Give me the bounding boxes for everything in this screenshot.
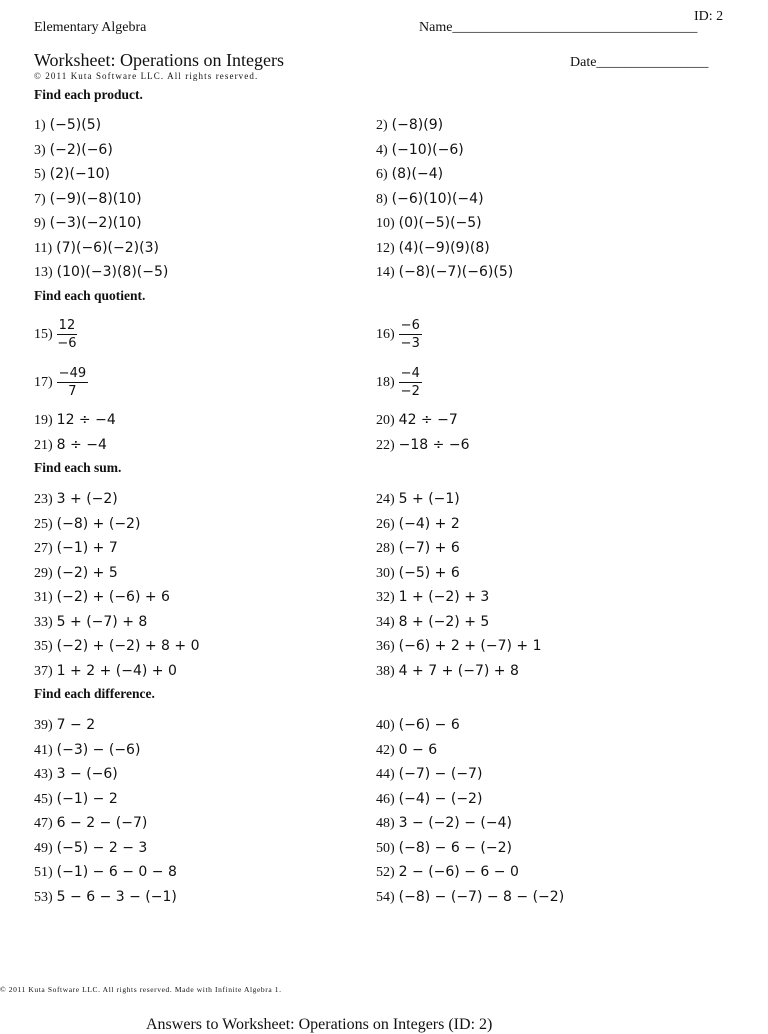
problem-expression: (−3) − (−6): [56, 741, 141, 758]
fraction-denominator: −6: [57, 336, 77, 351]
problem-item: [376, 539, 460, 558]
problem-number: 12): [376, 240, 395, 256]
header-copyright: © 2011 Kuta Software LLC. All rights reserved.: [34, 71, 259, 81]
problem-number: 34): [376, 614, 395, 630]
problem-expression: (−1) − 6 − 0 − 8: [56, 864, 177, 880]
problem-item: [34, 790, 118, 809]
problem-number: 44): [376, 767, 395, 782]
problem-item: [34, 814, 147, 833]
problem-number: 5): [34, 167, 46, 182]
fraction-problem: [376, 318, 422, 351]
problem-item: [34, 214, 142, 233]
problem-item: [376, 141, 464, 160]
problem-expression: 3 − (−2) − (−4): [398, 815, 512, 831]
problem-expression: (−4) + 2: [398, 515, 460, 532]
problem-item: [376, 716, 460, 735]
problem-number: 37): [34, 663, 53, 679]
problem-number: 53): [34, 889, 53, 905]
problem-number: 11): [34, 240, 53, 256]
problem-number: 17): [34, 374, 53, 390]
problem-expression: (−8)(9): [391, 117, 444, 133]
problem-item: [34, 741, 140, 760]
problem-expression: (−7) + 6: [398, 540, 460, 556]
problem-expression: 2 − (−6) − 6 − 0: [398, 864, 519, 880]
problem-item: [34, 190, 142, 209]
problem-item: [376, 741, 437, 760]
problem-number: 4): [376, 142, 388, 158]
problem-expression: (−2)(−6): [49, 141, 113, 158]
problem-number: 24): [376, 492, 395, 507]
problem-number: 6): [376, 167, 388, 182]
problem-number: 14): [376, 265, 395, 280]
problem-expression: (−5)(5): [49, 117, 102, 133]
problem-item: [34, 539, 118, 558]
course-label: Elementary Algebra: [34, 20, 147, 35]
problem-number: 21): [34, 437, 53, 453]
problem-item: [34, 863, 177, 882]
problem-item: [376, 263, 513, 282]
worksheet-id: ID: 2: [694, 9, 724, 24]
problem-number: 16): [376, 326, 395, 342]
problem-expression: (−2) + (−6) + 6: [56, 589, 170, 605]
problem-number: 39): [34, 718, 53, 733]
problem-number: 43): [34, 767, 53, 782]
problem-item: [376, 662, 519, 681]
problem-number: 29): [34, 565, 53, 581]
problem-item: [34, 637, 200, 656]
problem-expression: (−6)(10)(−4): [391, 190, 484, 207]
problem-number: 19): [34, 413, 53, 428]
problem-number: 52): [376, 865, 395, 880]
problem-expression: 42 ÷ −7: [398, 412, 458, 428]
problem-item: [376, 116, 443, 135]
problem-expression: 1 + 2 + (−4) + 0: [56, 662, 177, 679]
problem-expression: 8 ÷ −4: [56, 436, 107, 453]
problem-expression: 3 + (−2): [56, 491, 118, 507]
problem-expression: (−1) + 7: [56, 540, 118, 556]
section-heading-quotient: Find each quotient.: [34, 288, 146, 303]
section-heading-difference: Find each difference.: [34, 686, 155, 701]
problem-expression: 6 − 2 − (−7): [56, 815, 148, 831]
fraction-problem: [34, 366, 88, 399]
problem-item: [34, 411, 116, 430]
problem-expression: (10)(−3)(8)(−5): [56, 264, 169, 280]
problem-number: 25): [34, 516, 53, 532]
problem-number: 33): [34, 614, 53, 630]
problem-expression: 5 − 6 − 3 − (−1): [56, 888, 177, 905]
problem-expression: 3 − (−6): [56, 766, 118, 782]
next-page-title: Answers to Worksheet: Operations on Integers (ID: 2): [146, 1016, 493, 1033]
problem-number: 18): [376, 374, 395, 390]
problem-expression: (−8)(−7)(−6)(5): [398, 264, 514, 280]
section-heading-sum: Find each sum.: [34, 460, 122, 475]
problem-expression: 7 − 2: [56, 717, 96, 733]
problem-expression: 5 + (−1): [398, 491, 460, 507]
problem-item: [34, 141, 113, 160]
problem-expression: (−3)(−2)(10): [49, 215, 142, 231]
problem-number: 8): [376, 191, 388, 207]
problem-number: 27): [34, 541, 53, 556]
problem-item: [34, 662, 177, 681]
fraction-problem: [376, 366, 422, 399]
fraction-numerator: 12: [58, 318, 76, 333]
problem-number: 28): [376, 541, 395, 556]
problem-expression: (−7) − (−7): [398, 766, 483, 782]
problem-number: 26): [376, 516, 395, 532]
problem-item: [34, 888, 177, 907]
problem-expression: 4 + 7 + (−7) + 8: [398, 662, 519, 679]
problem-item: [376, 863, 519, 882]
problem-expression: 1 + (−2) + 3: [398, 589, 490, 605]
problem-number: 13): [34, 265, 53, 280]
problem-expression: (−4) − (−2): [398, 790, 483, 807]
problem-number: 30): [376, 565, 395, 581]
problem-item: [34, 116, 101, 135]
problem-item: [376, 888, 564, 907]
problem-expression: (−5) + 6: [398, 564, 460, 581]
problem-number: 31): [34, 590, 53, 605]
section-heading-product: Find each product.: [34, 87, 143, 102]
problem-number: 3): [34, 142, 46, 158]
problem-expression: (−8) − 6 − (−2): [398, 839, 512, 856]
problem-number: 50): [376, 840, 395, 856]
problem-number: 36): [376, 639, 395, 654]
problem-number: 49): [34, 840, 53, 856]
problem-number: 40): [376, 718, 395, 733]
problem-number: 9): [34, 216, 46, 231]
problem-expression: (−2) + (−2) + 8 + 0: [56, 638, 200, 654]
worksheet-title: Worksheet: Operations on Integers: [34, 50, 284, 70]
problem-item: [376, 588, 489, 607]
problem-number: 20): [376, 413, 395, 428]
fraction-problem: [34, 318, 77, 351]
problem-number: 45): [34, 791, 53, 807]
problem-item: [34, 490, 118, 509]
problem-expression: (−8) − (−7) − 8 − (−2): [398, 888, 565, 905]
problem-number: 23): [34, 492, 53, 507]
problem-item: [376, 637, 542, 656]
problem-expression: (−6) + 2 + (−7) + 1: [398, 638, 542, 654]
problem-item: [376, 214, 482, 233]
name-field[interactable]: Name___________________________________: [419, 20, 698, 35]
problem-item: [376, 190, 484, 209]
fraction: [399, 366, 422, 399]
problem-expression: (4)(−9)(9)(8): [398, 239, 490, 256]
problem-number: 54): [376, 889, 395, 905]
problem-item: [34, 515, 140, 534]
problem-expression: (−10)(−6): [391, 141, 464, 158]
problem-number: 2): [376, 118, 388, 133]
problem-expression: −18 ÷ −6: [398, 436, 470, 453]
problem-expression: (−9)(−8)(10): [49, 190, 142, 207]
fraction: [399, 318, 422, 351]
problem-expression: (8)(−4): [391, 166, 444, 182]
problem-number: 7): [34, 191, 46, 207]
problem-item: [34, 716, 95, 735]
problem-expression: (−6) − 6: [398, 717, 460, 733]
problem-item: [376, 490, 460, 509]
fraction-numerator: −6: [400, 318, 420, 333]
problem-expression: (−5) − 2 − 3: [56, 839, 148, 856]
problem-item: [34, 165, 110, 184]
fraction-numerator: −4: [400, 366, 420, 381]
problem-expression: (−1) − 2: [56, 790, 118, 807]
problem-expression: (0)(−5)(−5): [398, 215, 482, 231]
problem-number: 32): [376, 590, 395, 605]
footer-copyright: © 2011 Kuta Software LLC. All rights reserved. Made with Infinite Algebra 1.: [0, 985, 282, 994]
problem-item: [34, 263, 168, 282]
problem-expression: (−8) + (−2): [56, 515, 141, 532]
date-field[interactable]: Date________________: [570, 55, 709, 70]
fraction-denominator: 7: [68, 384, 77, 399]
problem-number: 35): [34, 639, 53, 654]
problem-number: 22): [376, 437, 395, 453]
problem-item: [376, 814, 512, 833]
problem-item: [376, 790, 482, 809]
problem-expression: 5 + (−7) + 8: [56, 613, 148, 630]
problem-number: 10): [376, 216, 395, 231]
problem-expression: (2)(−10): [49, 166, 110, 182]
fraction-denominator: −3: [400, 336, 420, 351]
problem-item: [376, 613, 489, 632]
problem-item: [34, 564, 118, 583]
fraction-denominator: −2: [400, 384, 420, 399]
fraction: [57, 318, 78, 351]
problem-expression: (−2) + 5: [56, 564, 118, 581]
problem-number: 48): [376, 816, 395, 831]
problem-item: [34, 239, 159, 258]
problem-item: [376, 564, 460, 583]
problem-item: [376, 165, 443, 184]
problem-item: [376, 411, 458, 430]
problem-item: [34, 839, 147, 858]
problem-expression: 12 ÷ −4: [56, 412, 116, 428]
problem-expression: (7)(−6)(−2)(3): [56, 239, 159, 256]
problem-number: 1): [34, 118, 46, 133]
fraction-numerator: −49: [58, 366, 87, 381]
problem-number: 15): [34, 326, 53, 342]
problem-number: 42): [376, 742, 395, 758]
problem-item: [34, 765, 118, 784]
problem-expression: 8 + (−2) + 5: [398, 613, 490, 630]
problem-item: [376, 515, 460, 534]
problem-item: [376, 839, 512, 858]
problem-item: [34, 436, 107, 455]
problem-expression: 0 − 6: [398, 741, 438, 758]
problem-item: [376, 436, 470, 455]
problem-item: [376, 765, 482, 784]
problem-number: 41): [34, 742, 53, 758]
fraction: [57, 366, 88, 399]
problem-number: 47): [34, 816, 53, 831]
problem-item: [376, 239, 490, 258]
problem-number: 51): [34, 865, 53, 880]
problem-number: 46): [376, 791, 395, 807]
problem-item: [34, 588, 170, 607]
problem-item: [34, 613, 147, 632]
problem-number: 38): [376, 663, 395, 679]
